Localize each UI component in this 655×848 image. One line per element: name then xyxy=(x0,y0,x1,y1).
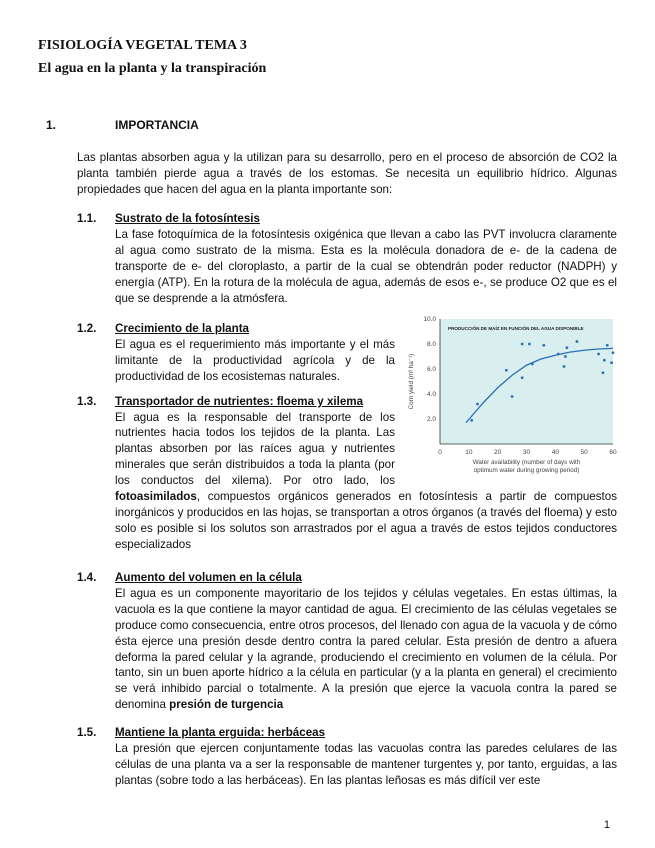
bold-term: presión de turgencia xyxy=(169,698,284,712)
x-tick-label: 10 xyxy=(465,449,473,456)
data-point xyxy=(521,343,524,346)
data-point xyxy=(563,365,566,368)
y-tick-label: 10.0 xyxy=(423,316,436,323)
section-title: IMPORTANCIA xyxy=(115,118,199,132)
y-tick-label: 2.0 xyxy=(426,416,436,423)
data-point xyxy=(505,369,508,372)
data-point xyxy=(612,351,615,354)
subsection-title: Transportador de nutrientes: floema y xilema xyxy=(115,394,364,408)
subsection-title: Mantiene la planta erguida: herbáceas xyxy=(115,726,326,739)
subsection-number: 1.1. xyxy=(77,212,97,225)
subsection-number: 1.2. xyxy=(77,322,97,335)
y-tick-label: 8.0 xyxy=(426,341,436,348)
data-point xyxy=(521,376,524,379)
x-tick-label: 20 xyxy=(494,449,502,456)
subsection-text: La presión que ejercen conjuntamente todas las vacuolas contra las paredes celulares de las células de una planta va a ser la responsable de mantener turgentes y, por tanto, erguidas, a las plantas (sobre todo a las herbáceas). En las plantas leñosas es más difícil ver este xyxy=(115,741,617,787)
bold-term: fotoasimilados xyxy=(115,490,197,504)
data-point xyxy=(542,344,545,347)
data-point xyxy=(564,355,567,358)
subsection-title: Crecimiento de la planta xyxy=(115,322,250,335)
data-point xyxy=(528,343,531,346)
subsection-1-5 xyxy=(77,725,617,789)
x-tick-label: 60 xyxy=(609,449,617,456)
data-point xyxy=(511,395,514,398)
text-part: , compuestos orgánicos generados en fotosíntesis a partir de compuestos inorgánicos y producidos en las hojas, se transportan a otros órganos (a través del floema) y esto solo es posible si los solutos son arrastrados por el agua a través de estos tejidos conductores especializados xyxy=(115,490,617,551)
subsection-title: Aumento del volumen en la célula xyxy=(115,571,302,584)
corn-yield-chart xyxy=(403,313,621,478)
subsection-text: La fase fotoquímica de la fotosíntesis oxigénica que llevan a cabo las PVT involucra claramente al agua como sustrato de la misma. Esta es la molécula donadora de e- de la cadena de transporte de e- del cloroplasto, a partir de la cual se obtendrán poder reductor (NADPH) y energía (ATP). En la rotura de la molécula de agua, además de esos e-, se produce O2 que es el que se desprende a la atmósfera. xyxy=(115,227,617,305)
intro-paragraph: Las plantas absorben agua y la utilizan para su desarrollo, pero en el proceso de absorción de CO2 la planta también pierde agua a través de los estomas. Se necesita un equilibrio hídrico. Algunas propiedades que hacen del agua en la planta importante son: xyxy=(77,151,617,196)
data-point xyxy=(557,353,560,356)
course-title: FISIOLOGÍA VEGETAL TEMA 3 xyxy=(38,38,247,53)
data-point xyxy=(476,403,479,406)
y-tick-label: 6.0 xyxy=(426,366,436,373)
subsection-1-2-1-3 xyxy=(77,316,617,553)
subsection-text xyxy=(115,586,617,713)
section-heading xyxy=(46,118,199,134)
data-point xyxy=(606,344,609,347)
x-tick-label: 30 xyxy=(522,449,531,456)
section-number: 1. xyxy=(46,118,57,132)
x-tick-label: 0 xyxy=(438,449,442,456)
x-tick-label: 40 xyxy=(551,449,559,456)
x-axis-label-line2: optimum water during growing period) xyxy=(473,467,580,474)
topic-title: El agua en la planta y la transpiración xyxy=(38,61,267,76)
subsection-title: Sustrato de la fotosíntesis xyxy=(115,212,260,225)
data-point xyxy=(576,340,579,343)
subsection-number: 1.5. xyxy=(77,726,97,739)
data-point xyxy=(531,363,534,366)
text-part: El agua es un componente mayoritario de los tejidos y células vegetales. En estas últimas, la vacuola es la que contiene la mayor cantidad de agua. El crecimiento de las células vegetales se produce como consecuencia, entre otros procesos, del llenado con agua de la vacuola y de cómo ésta ejerce una presión desde dentro contra la pared celular. Esta presión de dentro a afuera deforma la pared celular y la agrande, produciendo el crecimiento en volumen de la célula. Por tanto, sin un buen aporte hídrico a la célula en particular (y a la planta en general) el crecimiento se verá inhibido parcial o totalmente. A la presión que ejerce la vacuola contra la pared se denomina xyxy=(115,586,617,712)
x-tick-label: 50 xyxy=(580,449,588,456)
data-point xyxy=(603,359,606,362)
data-point xyxy=(470,419,473,422)
y-tick-label: 4.0 xyxy=(426,391,436,398)
subsection-1-4 xyxy=(77,570,617,713)
data-point xyxy=(602,371,605,374)
data-point xyxy=(565,346,568,349)
x-axis-label: Water availability (number of days with xyxy=(472,459,581,466)
subsection-number: 1.4. xyxy=(77,571,97,584)
plot-area xyxy=(440,319,613,444)
data-point xyxy=(597,353,600,356)
subsection-number: 1.3. xyxy=(77,394,97,408)
subsection-text: El agua es el requerimiento más importante y el más limitante de la productividad agrícola y de la productividad de los ecosistemas naturales. xyxy=(115,337,395,383)
subsection-1-1 xyxy=(77,211,617,306)
page-number: 1 xyxy=(603,819,610,831)
text-part: El agua es la responsable del transporte de los nutrientes hacia todos los tejidos de la planta. Las plantas absorben por las raíces agua y nutrientes minerales que serán distribuidos a toda la planta (por los conductos del xilema). Por otro lado, los xyxy=(115,410,395,488)
y-axis-label: Corn yield (m³ ha⁻¹) xyxy=(408,353,415,410)
chart-title: PRODUCCIÓN DE MAÍZ EN FUNCIÓN DEL AGUA DISPONIBLE xyxy=(448,326,584,331)
data-point xyxy=(610,361,613,364)
